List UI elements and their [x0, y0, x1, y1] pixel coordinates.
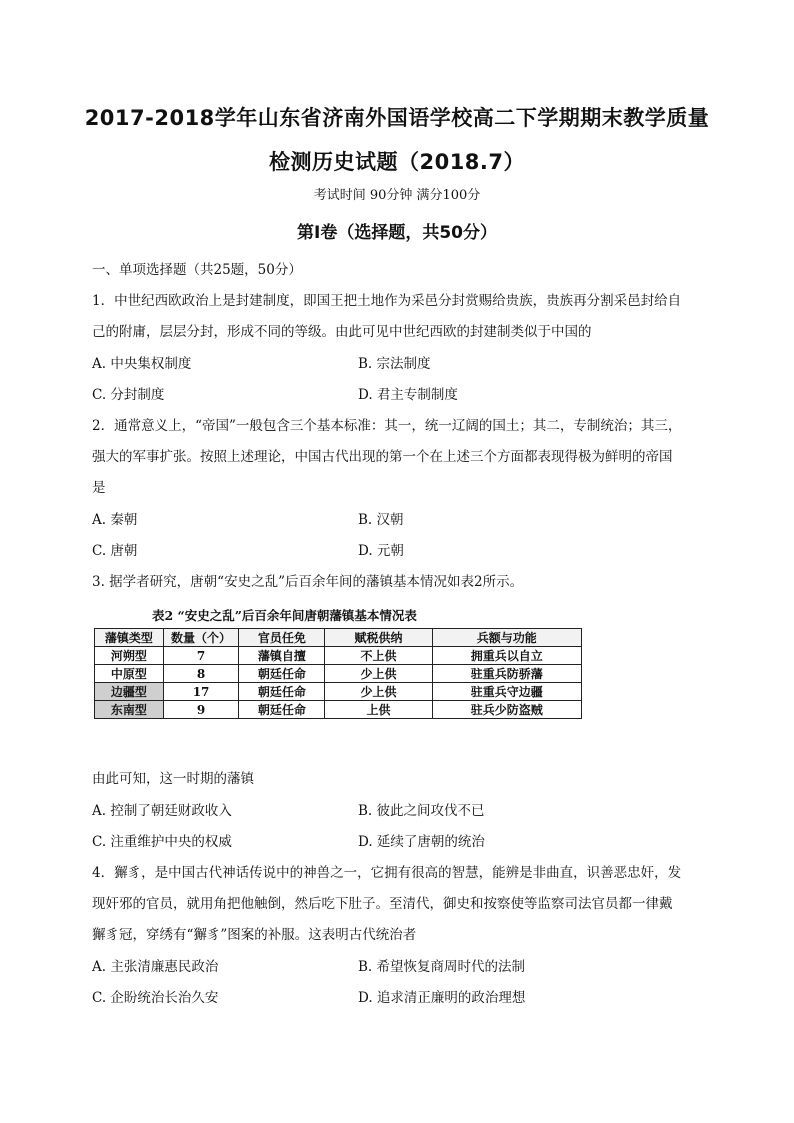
table-cell: 朝廷任命: [239, 683, 325, 701]
question-2-line-1: 2．通常意义上，“帝国”一般包含三个基本标准：其一，统一辽阔的国土；其二，专制统治；其三，: [92, 418, 682, 434]
table-header-cell: 数量（个）: [163, 629, 239, 647]
question-3-option-b: B. 彼此之间攻伐不已: [358, 803, 485, 819]
question-2-option-b: B. 汉朝: [358, 512, 404, 528]
question-1-option-a: A. 中央集权制度: [92, 356, 192, 372]
table-caption: 表2 “安史之乱”后百余年间唐朝藩镇基本情况表: [152, 608, 417, 623]
table-cell: 中原型: [95, 665, 164, 683]
table-row: [95, 665, 582, 683]
table-header-row: [95, 629, 582, 647]
table-cell: 9: [163, 701, 239, 719]
question-4-option-d: D. 追求清正廉明的政治理想: [358, 990, 526, 1006]
table-cell: 朝廷任命: [239, 665, 325, 683]
question-3-option-d: D. 延续了唐朝的统治: [358, 834, 485, 850]
table-cell: 不上供: [325, 647, 432, 665]
table-cell: 东南型: [95, 701, 164, 719]
table-cell: 边疆型: [95, 683, 164, 701]
table-header-cell: 赋税供纳: [325, 629, 432, 647]
part-title: 第Ⅰ卷（选择题，共50分）: [297, 223, 497, 243]
question-2-line-2: 强大的军事扩张。按照上述理论，中国古代出现的第一个在上述三个方面都表现得极为鲜明的帝国: [92, 449, 673, 465]
question-4-line-1: 4．獬豸，是中国古代神话传说中的神兽之一，它拥有很高的智慧，能辨是非曲直，识善恶忠奸，发: [92, 865, 682, 881]
question-2-option-a: A. 秦朝: [92, 512, 138, 528]
table-cell: 8: [163, 665, 239, 683]
table-cell: 朝廷任命: [239, 701, 325, 719]
table-row: [95, 683, 582, 701]
table-row: [95, 701, 582, 719]
question-4-line-3: 獬豸冠，穿绣有“獬豸”图案的补服。这表明古代统治者: [92, 927, 417, 943]
question-2-option-d: D. 元朝: [358, 543, 404, 559]
question-4-option-c: C. 企盼统治长治久安: [92, 990, 219, 1006]
question-1-option-b: B. 宗法制度: [358, 356, 431, 372]
table-cell: 拥重兵以自立: [432, 647, 581, 665]
table-cell: 17: [163, 683, 239, 701]
table-cell: 河朔型: [95, 647, 164, 665]
question-2-option-c: C. 唐朝: [92, 543, 138, 559]
table-cell: 驻重兵防骄藩: [432, 665, 581, 683]
table-cell: 7: [163, 647, 239, 665]
table-cell: 驻兵少防盗贼: [432, 701, 581, 719]
exam-title-line1: 2017-2018学年山东省济南外国语学校高二下学期期末教学质量: [84, 106, 710, 130]
question-1-option-d: D. 君主专制制度: [358, 387, 458, 403]
table-header-cell: 兵额与功能: [432, 629, 581, 647]
table-cell: 上供: [325, 701, 432, 719]
question-4-line-2: 现奸邪的官员，就用角把他触倒，然后吃下肚子。至清代，御史和按察使等监察司法官员都一律戴: [92, 896, 673, 912]
table-header-cell: 官员任免: [239, 629, 325, 647]
table-cell: 驻重兵守边疆: [432, 683, 581, 701]
table-row: [95, 647, 582, 665]
exam-title-line2: 检测历史试题（2018.7）: [268, 150, 526, 174]
question-3-line-1: 3. 据学者研究，唐朝“安史之乱”后百余年间的藩镇基本情况如表2所示。: [92, 574, 524, 590]
question-1-line-2: 己的附庸，层层分封，形成不同的等级。由此可见中世纪西欧的封建制类似于中国的: [92, 324, 592, 340]
question-3-option-a: A. 控制了朝廷财政收入: [92, 803, 232, 819]
question-3-stem: 由此可知，这一时期的藩镇: [92, 771, 254, 787]
question-3-option-c: C. 注重维护中央的权威: [92, 834, 232, 850]
table-2-figure: [92, 606, 588, 746]
question-4-option-b: B. 希望恢复商周时代的法制: [358, 959, 526, 975]
question-1-option-c: C. 分封制度: [92, 387, 165, 403]
question-1-line-1: 1．中世纪西欧政治上是封建制度，即国王把土地作为采邑分封赏赐给贵族，贵族再分割采邑封给自: [92, 293, 682, 309]
table-cell: 少上供: [325, 683, 432, 701]
section-heading: 一、单项选择题（共25题，50分）: [92, 262, 302, 278]
question-4-option-a: A. 主张清廉惠民政治: [92, 959, 219, 975]
exam-info: 考试时间 90分钟 满分100分: [313, 188, 481, 203]
table-header-cell: 藩镇类型: [95, 629, 164, 647]
table-2: [94, 628, 582, 719]
question-2-line-3: 是: [92, 480, 106, 496]
table-cell: 少上供: [325, 665, 432, 683]
table-cell: 藩镇自擅: [239, 647, 325, 665]
